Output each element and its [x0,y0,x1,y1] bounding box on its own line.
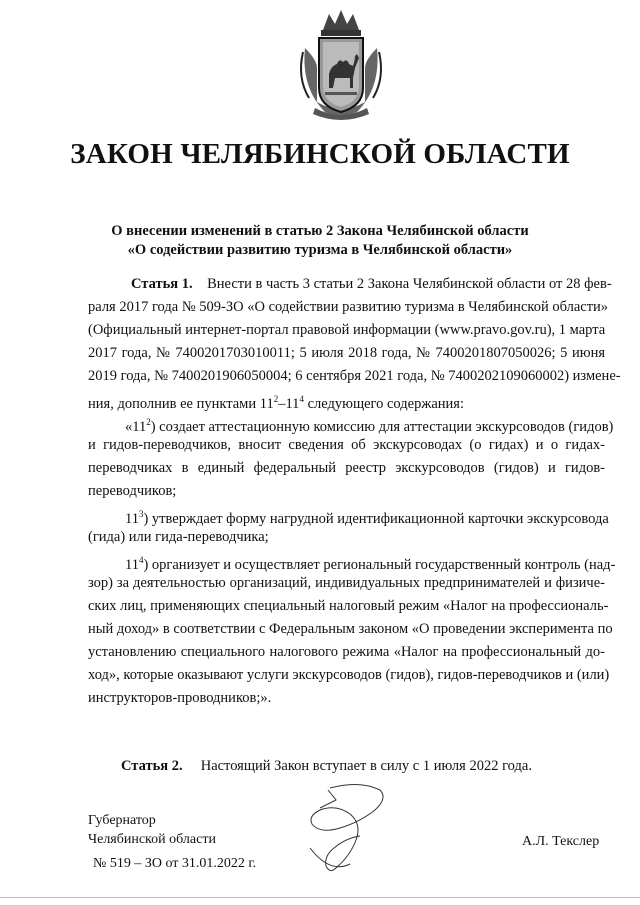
dash: – [278,395,286,412]
governor-title [88,811,216,849]
subtitle-line: О внесении изменений в статью 2 Закона Челябинской области [111,223,529,239]
article-1 [88,273,621,710]
law-title: ЗАКОН ЧЕЛЯБИНСКОЙ ОБЛАСТИ [70,138,570,170]
paragraph-text: ) утверждает форму нагрудной идентификационной карточки экскурсовода [143,510,609,527]
superscript: 3 [138,509,144,519]
registration-number: № 519 – ЗО от 31.01.2022 г. [93,856,257,871]
paragraph-11-2-line: переводчиков; [88,483,177,499]
page-bottom-edge [0,897,640,898]
article-2-text: Настоящий Закон вступает в силу с 1 июля 2022 года. [200,758,532,774]
paragraph-text: ) организует и осуществляет региональный государственный контроль (над- [143,556,616,573]
paragraph-number: «11 [125,418,147,435]
superscript: 2 [273,394,279,404]
paragraph-11-3-first-line [88,503,609,527]
superscript: 4 [138,555,144,565]
article-1-text-fragment: следующего содержания: [303,395,465,412]
governor-name: А.Л. Текслер [522,834,600,849]
paragraph-11-4-line: установлению специального налогового режима «Налог на профессиональный до- [88,644,605,660]
article-1-text-line: раля 2017 года № 509-ЗО «О содействии развитию туризма в Челябинской области» [88,299,609,315]
superscript: 2 [146,417,151,427]
law-subtitle [0,222,640,260]
paragraph-11-2-first-line [88,411,614,435]
article-1-first-line [88,273,612,296]
coat-of-arms-emblem [295,8,387,120]
paragraph-11-4-line: ских лиц, применяющих специальный налоговый режим «Налог на профессиональ- [88,598,609,614]
paragraph-11-3-line: (гида) или гида-переводчика; [88,529,269,545]
paragraph-11-4-line: зор) за деятельностью организаций, индивидуальных предпринимателей и физиче- [88,575,605,591]
paragraph-number: 11 [125,510,139,527]
article-1-text-line: Внести в часть 3 статьи 2 Закона Челябинской области от 28 фев- [207,276,612,292]
governor-title-line: Губернатор [88,813,156,828]
subtitle-line: «О содействии развитию туризма в Челябинской области» [127,242,513,258]
paragraph-11-4-line: ный доход» в соответствии с Федеральным законом «О проведении эксперимента по [88,621,613,637]
governor-title-line: Челябинской области [88,832,216,847]
paragraph-11-2-line: и гидов-переводчиков, вносит сведения об экскурсоводах (о гидах) и о гидах- [88,437,605,453]
paragraph-11-4-first-line [88,549,616,573]
article-1-label: Статья 1. [131,276,193,292]
article-1-text-fragment: ния, дополнив ее пунктами 11 [88,395,274,412]
article-1-text-line: 2019 года, № 7400201906050004; 6 сентября 2021 года, № 7400202109060002) измене- [88,368,621,384]
article-1-text-line: 2017 года, № 7400201703010011; 5 июля 2018 года, № 7400201807050026; 5 июня [88,345,605,361]
paragraph-11-2-line: переводчиках в единый федеральный реестр экскурсоводов (гидов) и гидов- [88,460,605,476]
article-2 [121,758,532,775]
paragraph-11-4-line: ход», которые оказывают услуги экскурсоводов (гидов), гидов-переводчиков и (или) [88,667,610,683]
superscript: 4 [299,394,304,404]
article-1-text-fragment: 11 [285,395,300,412]
paragraph-text: ) создает аттестационную комиссию для аттестации экскурсоводов (гидов) [150,418,614,435]
paragraph-11-4-line: инструкторов-проводников;». [88,690,272,706]
article-1-text-line [88,388,605,411]
article-2-label: Статья 2. [121,758,183,774]
article-1-text-line: (Официальный интернет-портал правовой информации (www.pravo.gov.ru), 1 марта [88,322,606,338]
paragraph-number: 11 [125,556,139,573]
handwritten-signature [290,778,400,878]
